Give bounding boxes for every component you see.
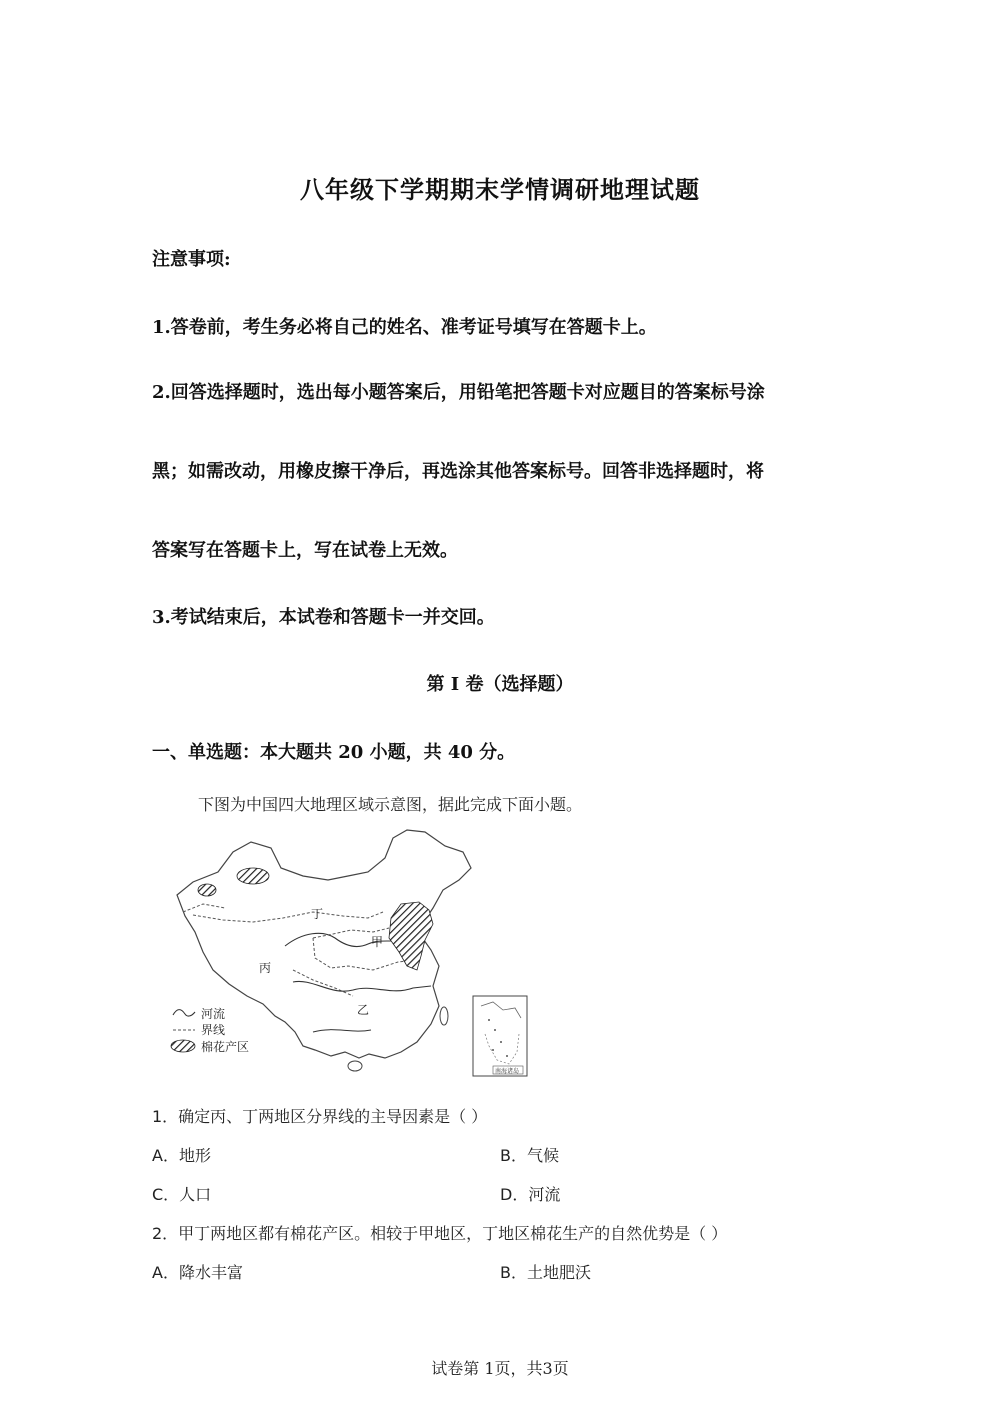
region-label-ding: 丁 — [311, 907, 324, 921]
page-title: 八年级下学期期末学情调研地理试题 — [300, 175, 700, 204]
region-label-bing: 丙 — [259, 961, 272, 975]
question-1-option-a: A．地形 — [152, 1146, 211, 1165]
question-intro: 下图为中国四大地理区域示意图，据此完成下面小题。 — [198, 795, 583, 814]
notice-item-2-line1: 2.回答选择题时，选出每小题答案后，用铅笔把答题卡对应题目的答案标号涂 — [152, 382, 765, 403]
question-2-option-a: A．降水丰富 — [152, 1263, 243, 1282]
question-1-stem: 1．确定丙、丁两地区分界线的主导因素是（ ） — [152, 1107, 488, 1126]
inset-caption: 南海诸岛 — [495, 1068, 520, 1075]
question-2-stem: 2．甲丁两地区都有棉花产区。相较于甲地区，丁地区棉花生产的自然优势是（ ） — [152, 1224, 728, 1243]
legend-cotton-label: 棉花产区 — [201, 1040, 250, 1054]
notice-item-3: 3.考试结束后，本试卷和答题卡一并交回。 — [152, 607, 495, 628]
map-legend — [171, 1006, 249, 1054]
volume-title: 第 I 卷（选择题） — [426, 674, 574, 695]
south-china-sea-inset — [473, 996, 527, 1076]
question-1-option-b: B．气候 — [500, 1146, 559, 1165]
section-title: 一、单选题：本大题共 20 小题，共 40 分。 — [152, 742, 516, 763]
question-2-option-b: B．土地肥沃 — [500, 1263, 591, 1282]
region-label-jia: 甲 — [371, 935, 384, 949]
hainan-island — [348, 1061, 362, 1071]
legend-boundary-label: 界线 — [201, 1023, 226, 1037]
legend-cotton-icon — [171, 1040, 195, 1052]
cotton-area — [237, 868, 269, 884]
china-regions-map — [163, 820, 533, 1082]
question-1-option-d: D．河流 — [500, 1185, 561, 1204]
cotton-area — [198, 884, 216, 896]
legend-river-icon — [173, 1010, 195, 1016]
notice-heading: 注意事项: — [152, 249, 231, 270]
legend-river-label: 河流 — [201, 1007, 226, 1021]
notice-item-2-line3: 答案写在答题卡上，写在试卷上无效。 — [152, 540, 458, 561]
question-1-option-c: C．人口 — [152, 1185, 212, 1204]
notice-item-2-line2: 黑；如需改动，用橡皮擦干净后，再选涂其他答案标号。回答非选择题时，将 — [152, 461, 764, 482]
region-label-yi: 乙 — [357, 1003, 370, 1017]
notice-item-1: 1.答卷前，考生务必将自己的姓名、准考证号填写在答题卡上。 — [152, 317, 657, 338]
page-footer: 试卷第 1页，共3页 — [431, 1359, 569, 1378]
taiwan-island — [440, 1007, 448, 1025]
